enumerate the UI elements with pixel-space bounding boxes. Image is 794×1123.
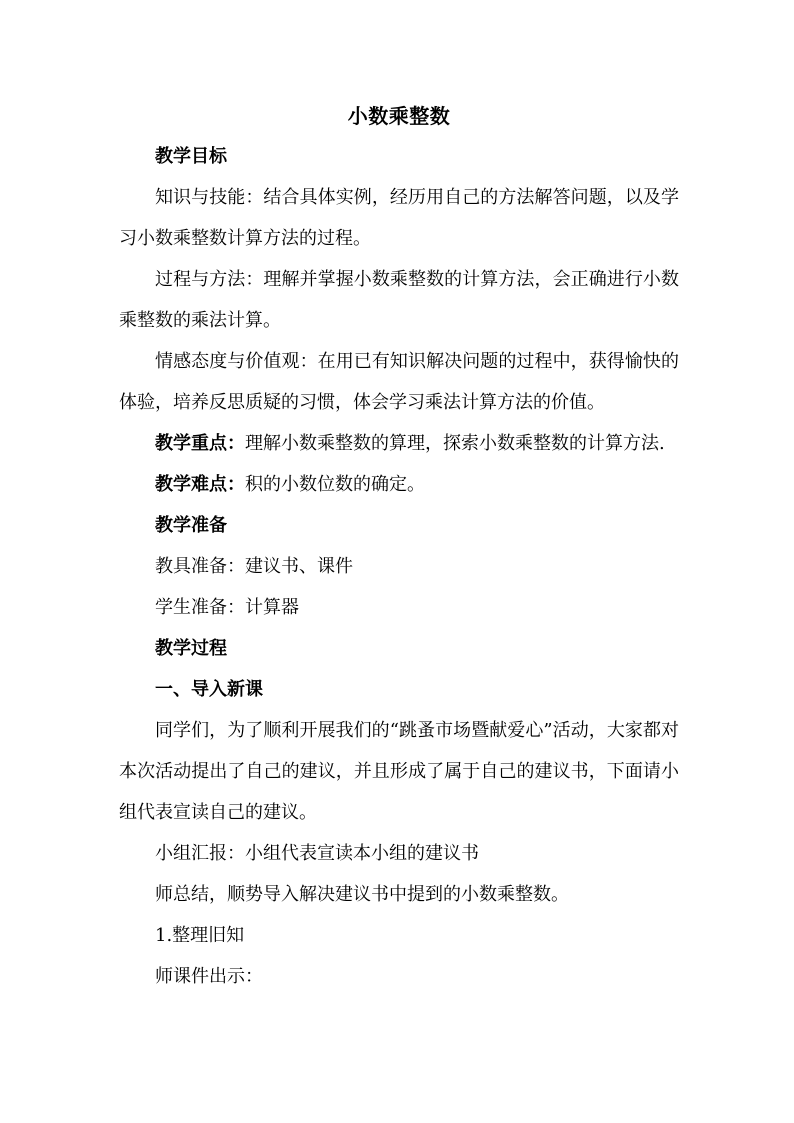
paragraph-process-method: 过程与方法：理解并掌握小数乘整数的计算方法，会正确进行小数乘整数的乘法计算。 bbox=[119, 269, 679, 331]
paragraph-review-old-knowledge: 1.整理旧知 bbox=[155, 925, 245, 946]
heading-teaching-goals: 教学目标 bbox=[155, 146, 227, 167]
heading-introduction: 一、导入新课 bbox=[155, 679, 263, 700]
paragraph-knowledge-skills: 知识与技能：结合具体实例，经历用自己的方法解答问题，以及学习小数乘整数计算方法的过程。 bbox=[119, 187, 679, 249]
paragraph-group-report: 小组汇报：小组代表宣读本小组的建议书 bbox=[155, 843, 479, 864]
paragraph-teacher-summary: 师总结，顺势导入解决建议书中提到的小数乘整数。 bbox=[155, 884, 569, 905]
key-point-text: 理解小数乘整数的算理，探索小数乘整数的计算方法. bbox=[245, 433, 665, 454]
heading-teaching-process: 教学过程 bbox=[155, 638, 227, 659]
document-content bbox=[119, 100, 679, 997]
paragraph-emotion-values: 情感态度与价值观：在用已有知识解决问题的过程中，获得愉快的体验，培养反思质疑的习惯，体会学习乘法计算方法的价值。 bbox=[119, 351, 679, 413]
difficult-point-label: 教学难点： bbox=[155, 474, 245, 495]
paragraph-student-materials: 学生准备：计算器 bbox=[155, 597, 299, 618]
paragraph-introduction: 同学们，为了顺利开展我们的“跳蚤市场暨献爱心”活动，大家都对本次活动提出了自己的建议，并且形成了属于自己的建议书，下面请小组代表宣读自己的建议。 bbox=[119, 720, 679, 823]
difficult-point-line bbox=[119, 464, 679, 505]
document-title: 小数乘整数 bbox=[347, 104, 451, 128]
key-point-label: 教学重点： bbox=[155, 433, 245, 454]
paragraph-teacher-materials: 教具准备：建议书、课件 bbox=[155, 556, 353, 577]
heading-teaching-preparation: 教学准备 bbox=[155, 515, 227, 536]
paragraph-teacher-slide: 师课件出示： bbox=[155, 966, 263, 987]
key-point-line bbox=[119, 423, 679, 464]
difficult-point-text: 积的小数位数的确定。 bbox=[245, 474, 425, 495]
